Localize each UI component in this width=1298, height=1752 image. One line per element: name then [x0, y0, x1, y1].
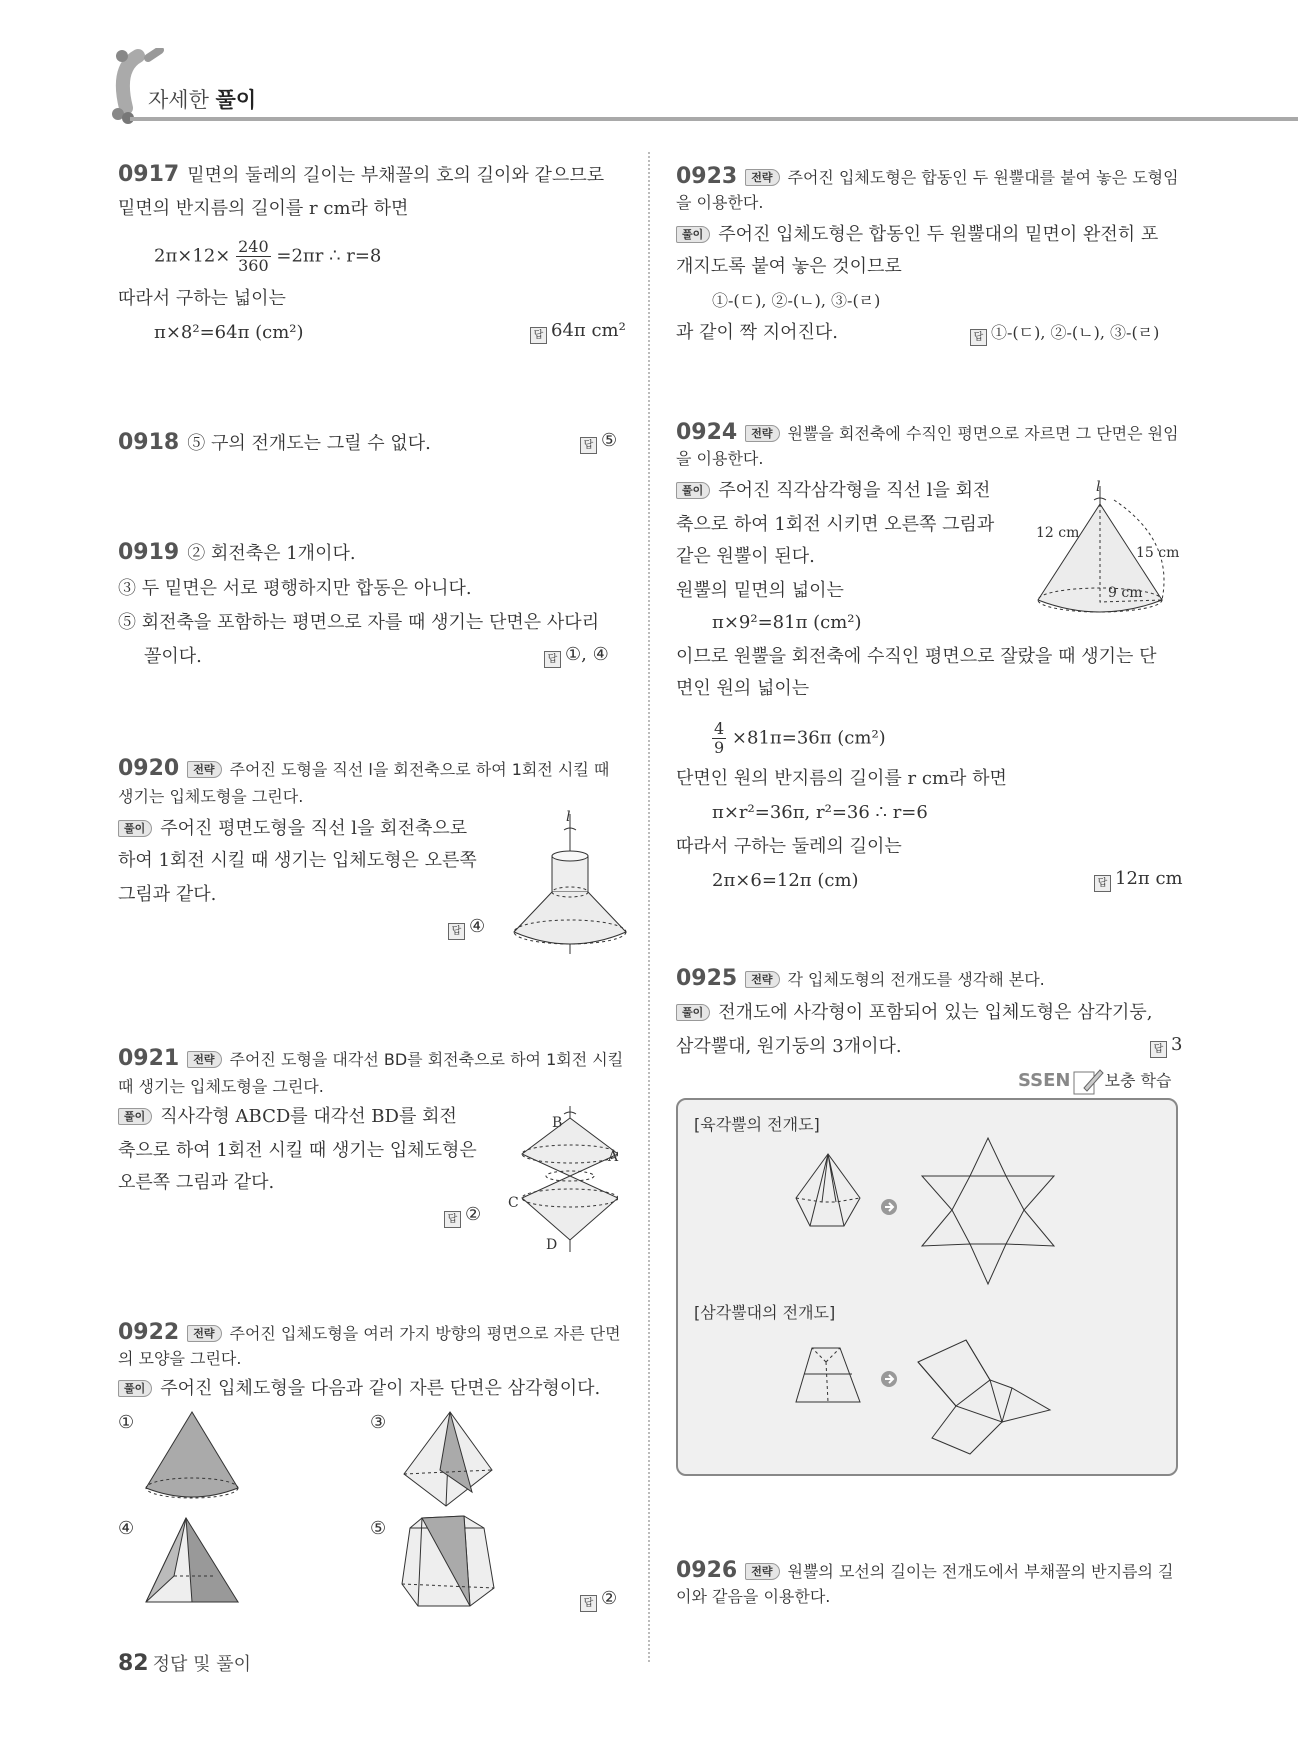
solution-tag: 풀이 — [676, 1004, 710, 1021]
strategy-text: 때 생기는 입체도형을 그린다. — [118, 1077, 324, 1096]
answer — [448, 916, 485, 940]
figure-marker: ① — [118, 1412, 135, 1433]
pyramid-section-figure — [400, 1410, 496, 1513]
text-line: 그림과 같다. — [118, 884, 217, 905]
axis-label: l — [566, 809, 571, 825]
text-line: 축으로 하여 1회전 시킬 때 생기는 입체도형은 — [118, 1140, 477, 1161]
solution-tag: 풀이 — [676, 226, 710, 243]
problem-number: 0922 — [118, 1320, 180, 1345]
fraction — [712, 720, 726, 757]
strategy-text: 주어진 입체도형을 여러 가지 방향의 평면으로 자른 단면 — [229, 1324, 621, 1343]
answer-icon: 답 — [444, 1211, 461, 1228]
equation-part: 2π×12× — [154, 245, 231, 267]
text-line: 같은 원뿔이 된다. — [676, 546, 815, 567]
square-pyramid-section-figure — [144, 1516, 240, 1611]
figure-marker: ③ — [370, 1412, 387, 1433]
text-line: 단면인 원의 반지름의 길이를 r cm라 하면 — [676, 768, 1007, 789]
arrow-icon — [880, 1198, 898, 1221]
text-line: 면인 원의 넓이는 — [676, 678, 810, 699]
answer-icon: 답 — [970, 329, 987, 346]
header-prefix: 자세한 — [148, 88, 209, 112]
problem-number: 0923 — [676, 164, 738, 189]
strategy-tag: 전략 — [187, 1051, 221, 1068]
problem-number: 0918 — [118, 430, 180, 455]
strategy-tag: 전략 — [187, 1325, 221, 1342]
strategy-tag: 전략 — [745, 971, 779, 988]
answer — [1094, 868, 1183, 892]
problem-number: 0920 — [118, 756, 180, 781]
fraction-denominator: 360 — [238, 256, 269, 275]
strategy-tag: 전략 — [745, 169, 779, 186]
supplement-box — [676, 1098, 1178, 1476]
header-main-title: 풀이 — [215, 88, 257, 112]
answer-icon: 답 — [1094, 875, 1111, 892]
figure-marker: ④ — [118, 1518, 135, 1539]
problem-number: 0924 — [676, 420, 738, 445]
answer-value: ①, ④ — [565, 644, 609, 665]
text-line: 꼴이다. — [144, 646, 202, 667]
radius-label: 9 cm — [1108, 585, 1143, 601]
answer-value: ② — [601, 1588, 618, 1609]
strategy-text: 주어진 도형을 대각선 BD를 회전축으로 하여 1회전 시킬 — [229, 1050, 624, 1069]
problem-number: 0917 — [118, 162, 180, 187]
strategy-text: 의 모양을 그린다. — [118, 1349, 242, 1368]
fraction — [236, 238, 271, 275]
answer-value: 64π cm² — [551, 320, 626, 341]
hexagonal-pyramid-figure — [792, 1152, 862, 1237]
text-line: 하여 1회전 시킬 때 생기는 입체도형은 오른쪽 — [118, 850, 477, 871]
strategy-text: 을 이용한다. — [676, 193, 764, 212]
strategy-tag: 전략 — [745, 425, 779, 442]
solid-of-revolution-figure — [508, 809, 628, 961]
point-label-c: C — [508, 1195, 519, 1211]
strategy-text: 주어진 입체도형은 합동인 두 원뿔대를 붙여 놓은 도형임 — [787, 168, 1179, 187]
strategy-tag: 전략 — [745, 1563, 779, 1580]
text-line: 축으로 하여 1회전 시키면 오른쪽 그림과 — [676, 514, 995, 535]
pencil-icon — [1072, 1066, 1104, 1101]
cone-figure — [1034, 479, 1180, 625]
answer-icon: 답 — [1150, 1041, 1167, 1058]
slant-label: 15 cm — [1136, 545, 1180, 561]
answer-icon: 답 — [530, 327, 547, 344]
solution-tag: 풀이 — [118, 1380, 152, 1397]
text-line: 원뿔의 밑면의 넓이는 — [676, 580, 844, 601]
supplement-label: [삼각뿔대의 전개도] — [694, 1303, 836, 1322]
problem-number: 0921 — [118, 1046, 180, 1071]
answer-icon: 답 — [580, 1595, 597, 1612]
answer-icon: 답 — [580, 437, 597, 454]
figure-marker: ⑤ — [370, 1518, 387, 1539]
equation: π×r²=36π, r²=36 ∴ r=6 — [712, 802, 928, 823]
answer — [1150, 1034, 1182, 1058]
text-line: ⑤ 회전축을 포함하는 평면으로 자를 때 생기는 단면은 사다리 — [118, 612, 600, 633]
text-line: 밑면의 반지름의 길이를 r cm라 하면 — [118, 198, 409, 219]
text-line: 개지도록 붙여 놓은 것이므로 — [676, 256, 902, 277]
solution-tag: 풀이 — [118, 1108, 152, 1125]
strategy-tag: 전략 — [187, 761, 221, 778]
answer — [580, 430, 617, 454]
text-line: 과 같이 짝 지어진다. — [676, 322, 838, 343]
text-line: 직사각형 ABCD를 대각선 BD를 회전 — [160, 1106, 457, 1127]
text-line: 주어진 입체도형은 합동인 두 원뿔대의 밑면이 완전히 포 — [718, 224, 1159, 245]
problem-number: 0925 — [676, 966, 738, 991]
answer — [580, 1588, 617, 1612]
strategy-text: 원뿔의 모선의 길이는 전개도에서 부채꼴의 반지름의 길 — [787, 1562, 1174, 1581]
strategy-text: 각 입체도형의 전개도를 생각해 본다. — [787, 970, 1045, 989]
answer-value: 3 — [1171, 1034, 1183, 1055]
text-line: 따라서 구하는 둘레의 길이는 — [676, 836, 902, 857]
text-line: 따라서 구하는 넓이는 — [118, 288, 286, 309]
equation: π×9²=81π (cm²) — [712, 612, 862, 633]
text-line: ⑤ 구의 전개도는 그릴 수 없다. — [187, 433, 431, 454]
page-number: 82 — [118, 1651, 149, 1676]
equation: π×8²=64π (cm²) — [154, 322, 304, 343]
strategy-text: 을 이용한다. — [676, 449, 764, 468]
text-line: 전개도에 사각형이 포함되어 있는 입체도형은 삼각기둥, — [718, 1002, 1153, 1023]
arrow-icon — [880, 1370, 898, 1393]
answer-value: ④ — [469, 916, 486, 937]
text-line: ③ 두 밑면은 서로 평행하지만 합동은 아니다. — [118, 578, 472, 599]
axis-label: l — [1096, 479, 1101, 495]
column-divider — [648, 152, 650, 1662]
answer-value: ⑤ — [601, 430, 618, 451]
answer — [970, 320, 1159, 346]
problem-number: 0926 — [676, 1558, 738, 1583]
equation — [712, 720, 886, 757]
strategy-text: 주어진 도형을 직선 l을 회전축으로 하여 1회전 시킬 때 — [229, 760, 610, 779]
triangular-frustum-net — [912, 1322, 1052, 1463]
ssen-brand: SSEN — [1018, 1070, 1071, 1091]
supplement-label: [육각뿔의 전개도] — [694, 1115, 820, 1134]
header-title — [148, 84, 256, 114]
text-line: 주어진 평면도형을 직선 l을 회전축으로 — [160, 818, 468, 839]
text-line: 밑면의 둘레의 길이는 부채꼴의 호의 길이와 같으므로 — [187, 165, 605, 186]
hexagonal-pyramid-net — [918, 1136, 1058, 1291]
solution-tag: 풀이 — [676, 482, 710, 499]
text-line: 주어진 직각삼각형을 직선 l을 회전 — [718, 480, 991, 501]
equation: 2π×6=12π (cm) — [712, 870, 859, 891]
answer-icon: 답 — [448, 923, 465, 940]
fraction-numerator: 240 — [238, 237, 269, 256]
answer — [544, 644, 609, 668]
answer-value: ①-(ㄷ), ②-(ㄴ), ③-(ㄹ) — [991, 323, 1160, 342]
equation-part: ×81π=36π (cm²) — [731, 727, 886, 749]
text-line: 삼각뿔대, 원기둥의 3개이다. — [676, 1036, 902, 1057]
solution-tag: 풀이 — [118, 820, 152, 837]
double-cone-figure — [508, 1104, 618, 1259]
problem-number: 0919 — [118, 540, 180, 565]
answer-value: ② — [465, 1204, 482, 1225]
text-line: ①-(ㄷ), ②-(ㄴ), ③-(ㄹ) — [712, 291, 881, 310]
strategy-text: 이와 같음을 이용한다. — [676, 1587, 831, 1606]
text-line: 이므로 원뿔을 회전축에 수직인 평면으로 잘랐을 때 생기는 단 — [676, 646, 1157, 667]
page-footer — [118, 1650, 251, 1676]
footer-title: 정답 및 풀이 — [152, 1654, 252, 1675]
equation-part: =2πr ∴ r=8 — [276, 245, 382, 267]
point-label-d: D — [546, 1237, 558, 1253]
equation — [154, 238, 381, 275]
text-line: ② 회전축은 1개이다. — [187, 543, 356, 564]
fraction-denominator: 9 — [714, 738, 725, 757]
point-label-b: B — [552, 1115, 563, 1131]
point-label-a: A — [608, 1149, 619, 1165]
answer — [444, 1204, 481, 1228]
answer-value: 12π cm — [1115, 868, 1183, 889]
cone-section-figure — [144, 1410, 240, 1507]
answer-icon: 답 — [544, 651, 561, 668]
strategy-text: 생기는 입체도형을 그린다. — [118, 787, 304, 806]
text-line: 오른쪽 그림과 같다. — [118, 1172, 275, 1193]
fraction-numerator: 4 — [714, 719, 725, 738]
text-line: 주어진 입체도형을 다음과 같이 자른 단면은 삼각형이다. — [160, 1378, 601, 1399]
ssen-label: 보충 학습 — [1104, 1071, 1172, 1090]
triangular-frustum-figure — [792, 1344, 864, 1413]
frustum-section-figure — [400, 1512, 496, 1613]
header-rule — [130, 117, 1298, 121]
answer — [530, 320, 626, 344]
height-label: 12 cm — [1036, 525, 1080, 541]
strategy-text: 원뿔을 회전축에 수직인 평면으로 자르면 그 단면은 원임 — [787, 424, 1179, 443]
